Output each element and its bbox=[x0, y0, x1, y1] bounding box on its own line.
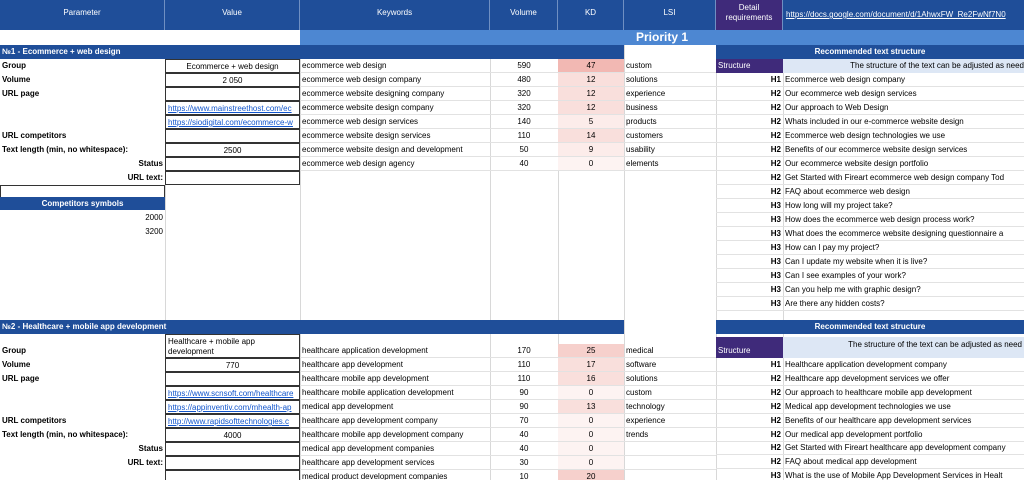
kd-cell[interactable]: 14 bbox=[558, 129, 624, 143]
s2-url-text-label: URL text: bbox=[127, 458, 163, 467]
header-volume[interactable]: Volume bbox=[490, 0, 558, 30]
heading-level-cell[interactable]: H1 bbox=[716, 358, 783, 372]
kd-cell[interactable]: 9 bbox=[558, 143, 624, 157]
keyword-cell[interactable]: ecommerce website design company bbox=[300, 101, 490, 115]
kd-cell[interactable]: 0 bbox=[558, 386, 624, 400]
s2-status-label: Status bbox=[138, 444, 163, 453]
heading-text-cell[interactable]: FAQ about ecommerce web design bbox=[783, 185, 1024, 199]
lsi-cell[interactable] bbox=[624, 456, 716, 470]
lsi-cell[interactable]: custom bbox=[624, 386, 716, 400]
heading-level-cell[interactable]: H2 bbox=[716, 428, 783, 442]
keyword-cell[interactable]: ecommerce website designing company bbox=[300, 87, 490, 101]
volume-cell[interactable]: 70 bbox=[490, 414, 558, 428]
heading-text-cell[interactable]: Healthcare application development company bbox=[783, 358, 1024, 372]
section1-rec-title: Recommended text structure bbox=[716, 45, 1024, 59]
kd-cell[interactable]: 25 bbox=[558, 344, 624, 358]
heading-level-cell[interactable]: H3 bbox=[716, 199, 783, 213]
lsi-cell[interactable]: solutions bbox=[624, 73, 716, 87]
volume-cell[interactable]: 480 bbox=[490, 73, 558, 87]
s2-text-length-label: Text length (min, no whitespace): bbox=[2, 430, 129, 439]
volume-cell[interactable]: 110 bbox=[490, 372, 558, 386]
heading-level-cell[interactable]: H3 bbox=[716, 297, 783, 311]
s2-group-value-line2: development bbox=[168, 347, 214, 356]
heading-level-cell[interactable]: H2 bbox=[716, 101, 783, 115]
volume-cell[interactable]: 110 bbox=[490, 129, 558, 143]
lsi-cell[interactable]: business bbox=[624, 101, 716, 115]
keyword-cell[interactable]: healthcare application development bbox=[300, 344, 490, 358]
keyword-cell[interactable]: medical product development companies bbox=[300, 470, 490, 480]
keyword-cell[interactable]: healthcare mobile app development bbox=[300, 372, 490, 386]
doc-link[interactable]: https://docs.google.com/document/d/1AhwxFW_Re2FwNf7N0 bbox=[783, 0, 1024, 30]
keyword-cell[interactable]: ecommerce web design services bbox=[300, 115, 490, 129]
s2-structure-label: Structure bbox=[716, 337, 783, 358]
heading-text-cell[interactable]: Ecommerce web design technologies we use bbox=[783, 129, 1024, 143]
priority-title: Priority 1 bbox=[300, 30, 1024, 45]
volume-cell[interactable]: 170 bbox=[490, 344, 558, 358]
keyword-cell[interactable]: medical app development bbox=[300, 400, 490, 414]
heading-text-cell[interactable]: Our ecommerce web design services bbox=[783, 87, 1024, 101]
heading-level-cell[interactable]: H1 bbox=[716, 73, 783, 87]
section2-title: №2 - Healthcare + mobile app development bbox=[0, 320, 300, 334]
kd-cell[interactable]: 13 bbox=[558, 400, 624, 414]
volume-cell[interactable]: 590 bbox=[490, 59, 558, 73]
s1-url-page-label: URL page bbox=[2, 89, 40, 98]
lsi-cell[interactable]: software bbox=[624, 358, 716, 372]
heading-text-cell[interactable]: Can I see examples of your work? bbox=[783, 269, 1024, 283]
heading-level-cell[interactable]: H2 bbox=[716, 87, 783, 101]
heading-level-cell[interactable]: H3 bbox=[716, 469, 783, 480]
header-keywords[interactable]: Keywords bbox=[300, 0, 490, 30]
s2-volume-value[interactable]: 770 bbox=[165, 358, 300, 372]
heading-text-cell[interactable]: Our approach to Web Design bbox=[783, 101, 1024, 115]
lsi-cell[interactable]: customers bbox=[624, 129, 716, 143]
heading-text-cell[interactable]: Healthcare app development services we offer bbox=[783, 372, 1024, 386]
header-parameter[interactable]: Parameter bbox=[0, 0, 165, 30]
s2-text-length-value[interactable]: 4000 bbox=[165, 428, 300, 442]
kd-cell[interactable]: 0 bbox=[558, 456, 624, 470]
kd-cell[interactable]: 0 bbox=[558, 442, 624, 456]
volume-cell[interactable]: 40 bbox=[490, 428, 558, 442]
volume-cell[interactable]: 50 bbox=[490, 143, 558, 157]
s1-text-length-label: Text length (min, no whitespace): bbox=[2, 145, 129, 154]
heading-level-cell[interactable]: H3 bbox=[716, 283, 783, 297]
volume-cell[interactable]: 10 bbox=[490, 470, 558, 480]
kd-cell[interactable]: 12 bbox=[558, 73, 624, 87]
s1-competitor-url-1[interactable]: https://www.mainstreethost.com/ec bbox=[165, 101, 300, 115]
s1-volume-value[interactable]: 2 050 bbox=[165, 73, 300, 87]
heading-text-cell[interactable]: How does the ecommerce web design process work? bbox=[783, 213, 1024, 227]
detail-line2: requirements bbox=[725, 13, 773, 22]
s1-structure-note: The structure of the text can be adjusted as need bbox=[783, 59, 1024, 73]
s2-url-text-value[interactable] bbox=[165, 456, 300, 470]
s2-url-page-value[interactable] bbox=[165, 372, 300, 386]
heading-text-cell[interactable]: Can I update my website when it is live? bbox=[783, 255, 1024, 269]
volume-cell[interactable]: 40 bbox=[490, 157, 558, 171]
s2-competitor-url-2[interactable]: https://appinventiv.com/mhealth-ap bbox=[165, 400, 300, 414]
kd-cell[interactable]: 16 bbox=[558, 372, 624, 386]
lsi-cell[interactable]: custom bbox=[624, 59, 716, 73]
volume-cell[interactable]: 90 bbox=[490, 400, 558, 414]
detail-line1: Detail bbox=[738, 3, 760, 12]
heading-level-cell[interactable]: H2 bbox=[716, 185, 783, 199]
s1-competitor-symbol-2: 3200 bbox=[145, 227, 163, 236]
lsi-cell[interactable]: usability bbox=[624, 143, 716, 157]
heading-level-cell[interactable]: H2 bbox=[716, 455, 783, 469]
heading-level-cell[interactable]: H2 bbox=[716, 129, 783, 143]
heading-text-cell[interactable]: Our medical app development portfolio bbox=[783, 428, 1024, 442]
s1-structure-label: Structure bbox=[716, 59, 783, 73]
heading-level-cell[interactable]: H3 bbox=[716, 269, 783, 283]
heading-level-cell[interactable]: H2 bbox=[716, 157, 783, 171]
keyword-cell[interactable]: healthcare mobile application development bbox=[300, 386, 490, 400]
heading-text-cell[interactable]: Ecommerce web design company bbox=[783, 73, 1024, 87]
volume-cell[interactable]: 140 bbox=[490, 115, 558, 129]
heading-text-cell[interactable]: What does the ecommerce website designing questionnaire a bbox=[783, 227, 1024, 241]
heading-text-cell[interactable]: Medical app development technologies we use bbox=[783, 400, 1024, 414]
heading-text-cell[interactable]: How long will my project take? bbox=[783, 199, 1024, 213]
heading-text-cell[interactable]: Whats included in our e-commerce website design bbox=[783, 115, 1024, 129]
s1-url-page-value[interactable] bbox=[165, 87, 300, 101]
lsi-cell[interactable] bbox=[624, 442, 716, 456]
volume-cell[interactable]: 320 bbox=[490, 87, 558, 101]
keyword-cell[interactable]: ecommerce website design and development bbox=[300, 143, 490, 157]
heading-text-cell[interactable]: How can I pay my project? bbox=[783, 241, 1024, 255]
s1-group-value[interactable]: Ecommerce + web design bbox=[165, 59, 300, 73]
s1-competitor-symbol-1: 2000 bbox=[145, 213, 163, 222]
lsi-cell[interactable] bbox=[624, 470, 716, 480]
kd-cell[interactable]: 12 bbox=[558, 87, 624, 101]
heading-level-cell[interactable]: H2 bbox=[716, 386, 783, 400]
header-lsi[interactable]: LSI bbox=[624, 0, 716, 30]
lsi-cell[interactable]: solutions bbox=[624, 372, 716, 386]
lsi-cell[interactable]: trends bbox=[624, 428, 716, 442]
keyword-cell[interactable]: healthcare app development services bbox=[300, 456, 490, 470]
s2-group-label: Group bbox=[2, 346, 26, 355]
s1-group-label: Group bbox=[2, 61, 26, 70]
keyword-cell[interactable]: healthcare app development company bbox=[300, 414, 490, 428]
kd-cell[interactable]: 5 bbox=[558, 115, 624, 129]
s1-volume-label: Volume bbox=[2, 75, 31, 84]
lsi-cell[interactable]: medical bbox=[624, 344, 716, 358]
lsi-cell[interactable]: technology bbox=[624, 400, 716, 414]
lsi-cell[interactable]: products bbox=[624, 115, 716, 129]
s2-competitor-url-3[interactable]: http://www.rapidsofttechnologies.c bbox=[165, 414, 300, 428]
kd-cell[interactable]: 47 bbox=[558, 59, 624, 73]
s2-group-value[interactable] bbox=[165, 334, 300, 358]
lsi-cell[interactable]: elements bbox=[624, 157, 716, 171]
section2-rec-title: Recommended text structure bbox=[716, 320, 1024, 334]
keyword-cell[interactable]: ecommerce web design company bbox=[300, 73, 490, 87]
s1-status-label: Status bbox=[138, 159, 163, 168]
heading-level-cell[interactable]: H3 bbox=[716, 241, 783, 255]
keyword-cell[interactable]: ecommerce website design services bbox=[300, 129, 490, 143]
heading-level-cell[interactable]: H2 bbox=[716, 441, 783, 455]
heading-text-cell[interactable]: Benefits of our healthcare app development services bbox=[783, 414, 1024, 428]
kd-cell[interactable]: 17 bbox=[558, 358, 624, 372]
heading-level-cell[interactable]: H2 bbox=[716, 400, 783, 414]
volume-cell[interactable]: 320 bbox=[490, 101, 558, 115]
s1-url-competitors-label: URL competitors bbox=[2, 131, 67, 140]
s2-volume-label: Volume bbox=[2, 360, 31, 369]
keyword-cell[interactable]: ecommerce web design bbox=[300, 59, 490, 73]
heading-text-cell[interactable]: Benefits of our ecommerce website design services bbox=[783, 143, 1024, 157]
lsi-cell[interactable]: experience bbox=[624, 87, 716, 101]
s2-status-value[interactable] bbox=[165, 442, 300, 456]
heading-text-cell[interactable]: FAQ about medical app development bbox=[783, 455, 1024, 469]
heading-level-cell[interactable]: H3 bbox=[716, 213, 783, 227]
heading-level-cell[interactable]: H2 bbox=[716, 171, 783, 185]
s1-status-value[interactable] bbox=[165, 157, 300, 171]
s2-competitor-url-1[interactable]: https://www.scnsoft.com/healthcare bbox=[165, 386, 300, 400]
heading-text-cell[interactable]: Can you help me with graphic design? bbox=[783, 283, 1024, 297]
header-kd[interactable]: KD bbox=[558, 0, 624, 30]
volume-cell[interactable]: 110 bbox=[490, 358, 558, 372]
heading-text-cell[interactable]: Get Started with Fireart ecommerce web design company Tod bbox=[783, 171, 1024, 185]
kd-cell[interactable]: 12 bbox=[558, 101, 624, 115]
kd-cell[interactable]: 0 bbox=[558, 414, 624, 428]
keyword-cell[interactable]: healthcare app development bbox=[300, 358, 490, 372]
s2-url-page-label: URL page bbox=[2, 374, 40, 383]
s1-url-text-label: URL text: bbox=[127, 173, 163, 182]
header-value[interactable]: Value bbox=[165, 0, 300, 30]
heading-level-cell[interactable]: H3 bbox=[716, 255, 783, 269]
volume-cell[interactable]: 40 bbox=[490, 442, 558, 456]
s1-text-length-value[interactable]: 2500 bbox=[165, 143, 300, 157]
heading-level-cell[interactable]: H2 bbox=[716, 115, 783, 129]
heading-text-cell[interactable]: Get Started with Fireart healthcare app development company bbox=[783, 441, 1024, 455]
s1-url-text-value[interactable] bbox=[165, 171, 300, 185]
s1-competitor-url-2[interactable]: https://siodigital.com/ecommerce-w bbox=[165, 115, 300, 129]
s2-url-competitors-label: URL competitors bbox=[2, 416, 67, 425]
keyword-cell[interactable]: medical app development companies bbox=[300, 442, 490, 456]
section1-title: №1 - Ecommerce + web design bbox=[0, 45, 165, 59]
s1-competitors-symbols-label: Competitors symbols bbox=[0, 197, 165, 210]
s2-group-value-line1: Healthcare + mobile app bbox=[168, 337, 255, 346]
heading-level-cell[interactable]: H2 bbox=[716, 414, 783, 428]
heading-level-cell[interactable]: H2 bbox=[716, 372, 783, 386]
heading-text-cell[interactable]: Our ecommerce website design portfolio bbox=[783, 157, 1024, 171]
heading-text-cell[interactable]: Our approach to healthcare mobile app development bbox=[783, 386, 1024, 400]
header-detail-requirements[interactable] bbox=[716, 0, 783, 30]
kd-cell[interactable]: 20 bbox=[558, 470, 624, 480]
heading-text-cell[interactable]: What is the use of Mobile App Development Services in Healt bbox=[783, 469, 1024, 480]
lsi-cell[interactable]: experience bbox=[624, 414, 716, 428]
heading-level-cell[interactable]: H3 bbox=[716, 227, 783, 241]
volume-cell[interactable]: 90 bbox=[490, 386, 558, 400]
volume-cell[interactable]: 30 bbox=[490, 456, 558, 470]
heading-level-cell[interactable]: H2 bbox=[716, 143, 783, 157]
s2-structure-note: The structure of the text can be adjusted as need bbox=[783, 337, 1024, 358]
keyword-cell[interactable]: healthcare mobile app development company bbox=[300, 428, 490, 442]
heading-text-cell[interactable]: Are there any hidden costs? bbox=[783, 297, 1024, 311]
kd-cell[interactable]: 0 bbox=[558, 428, 624, 442]
keyword-cell[interactable]: ecommerce web design agency bbox=[300, 157, 490, 171]
kd-cell[interactable]: 0 bbox=[558, 157, 624, 171]
